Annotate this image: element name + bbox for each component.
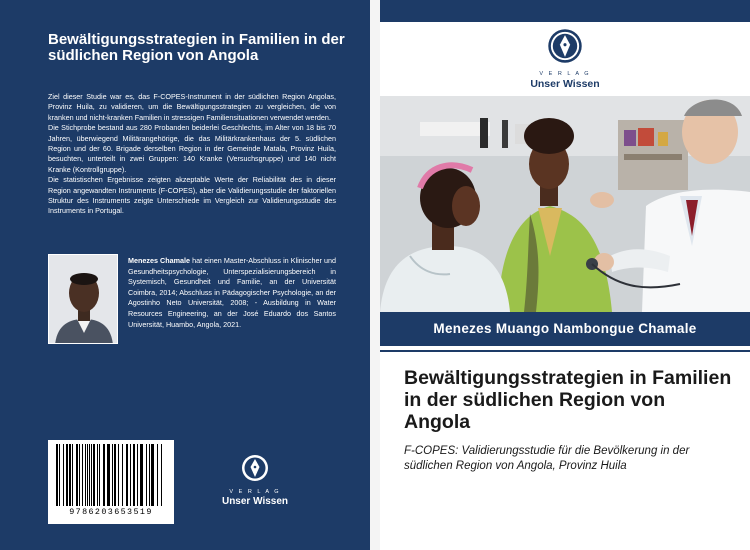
barcode-bar: [97, 444, 98, 506]
barcode-bar: [85, 444, 86, 506]
front-title: Bewältigungsstrategien in Familien in der südlichen Region von Angola: [404, 367, 732, 433]
barcode-bar: [118, 444, 119, 506]
barcode-bar: [72, 444, 73, 506]
barcode-bar: [140, 444, 143, 506]
blurb-paragraph: Ziel dieser Studie war es, das F-COPES-Instrument in der südlichen Region Angolas, Provinz Huila, zu validieren, um die Bewältigungsstrategien zu vergleichen, die von kranken und nicht-kranken Familien in stressigen Familiensituationen verwendet werden.: [48, 92, 336, 122]
barcode-bars: [54, 444, 168, 506]
front-cover: [380, 0, 750, 550]
author-bar-underline: [380, 350, 750, 352]
front-top-bar: [380, 0, 750, 22]
author-bio: [128, 256, 336, 330]
barcode-bar: [82, 444, 83, 506]
barcode-bar: [69, 444, 71, 506]
cover-photo-clinic: [380, 96, 750, 312]
pen-nib-emblem-icon: [241, 454, 269, 482]
barcode-bar: [161, 444, 162, 506]
author-name-bar: Menezes Muango Nambongue Chamale: [380, 312, 750, 346]
barcode-bar: [114, 444, 116, 506]
back-cover-blurb: [48, 92, 336, 217]
barcode-bar: [149, 444, 150, 506]
spine-gap: [370, 0, 380, 550]
author-bio-name: Menezes Chamale: [128, 256, 191, 265]
pen-nib-emblem-icon: [547, 28, 583, 64]
barcode-bar: [133, 444, 135, 506]
isbn-number: 9786203653519: [69, 507, 153, 517]
isbn-barcode: [48, 440, 174, 524]
barcode-bar: [157, 444, 158, 506]
barcode-bar: [56, 444, 58, 506]
blurb-paragraph: Die statistischen Ergebnisse zeigten akzeptable Werte der Reliabilität des in dieser Region angewandten Instruments (F-COPES), aber die Validierungsstudie der faktoriellen Struktur des Instruments zeigte Unterschiede im Vergleich zur Validierungsstudie des Instruments in Portugal.: [48, 175, 336, 216]
author-photo: [48, 254, 118, 344]
back-cover-title: Bewältigungsstrategien in Familien in der südlichen Region von Angola: [48, 31, 345, 64]
barcode-bar: [63, 444, 64, 506]
publisher-small-label: V E R L A G: [539, 71, 591, 77]
blurb-paragraph: Die Stichprobe bestand aus 280 Probanden beiderlei Geschlechts, im Alter von 18 bis 70 Jahren, überwiegend Militärangehörige, die das Militärkrankenhaus der 5. südlichen Region und der 60. Brigade derselben Region in der Gemeinde Matala, Provinz Huila, besuchten, unterteilt in zwei Gruppen: 140 Kranke (Versuchsgruppe) und 140 nicht Kranke (Kontrollgruppe).: [48, 123, 336, 174]
barcode-bar: [151, 444, 154, 506]
back-publisher-logo: [210, 454, 300, 507]
barcode-bar: [93, 444, 95, 506]
barcode-bar: [59, 444, 60, 506]
barcode-bar: [107, 444, 110, 506]
back-cover: [0, 0, 370, 550]
barcode-bar: [130, 444, 131, 506]
barcode-bar: [89, 444, 90, 506]
publisher-small-label: V E R L A G: [229, 489, 281, 495]
front-subtitle: F-COPES: Validierungsstudie für die Bevölkerung in der südlichen Region von Angola, Provinz Huila: [404, 445, 690, 472]
front-publisher-logo: [515, 28, 615, 90]
barcode-bar: [126, 444, 128, 506]
barcode-bar: [103, 444, 105, 506]
author-bio-text: hat einen Master-Abschluss in Klinischer und Gesundheitspsychologie, Unterspezialisierungsbereich in Systemisch, Gesundheit und Familie, an der Universität Coimbra, 2014; Abschluss in Pädagogischer Psychologie, an der Agostinho Neto Universität, 2008; - Ausbildung in Water Resources Engineering, an der José Eduardo dos Santos Universität, Huambo, Angola, 2021.: [128, 256, 336, 329]
barcode-bar: [79, 444, 80, 506]
publisher-name: Unser Wissen: [530, 78, 600, 90]
barcode-bar: [99, 444, 100, 506]
barcode-bar: [91, 444, 92, 506]
barcode-bar: [87, 444, 88, 506]
barcode-bar: [76, 444, 78, 506]
barcode-bar: [66, 444, 68, 506]
publisher-name: Unser Wissen: [221, 496, 289, 507]
barcode-bar: [146, 444, 147, 506]
barcode-bar: [137, 444, 138, 506]
barcode-bar: [112, 444, 113, 506]
barcode-bar: [122, 444, 123, 506]
